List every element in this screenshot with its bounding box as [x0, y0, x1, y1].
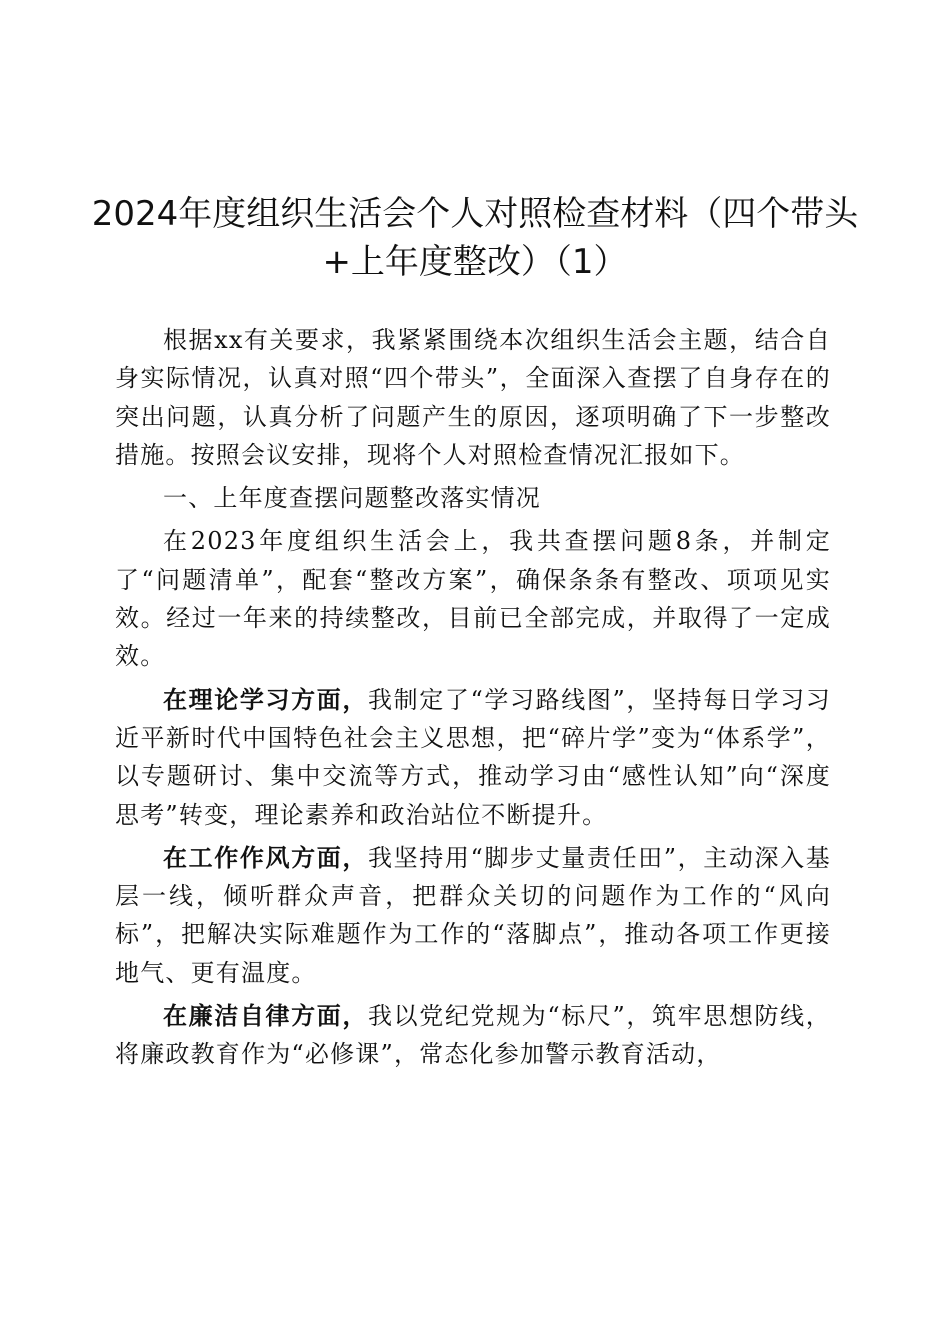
paragraph-lead: 在工作作风方面，: [163, 842, 368, 872]
theory-study-paragraph: [115, 681, 831, 834]
integrity-paragraph: [115, 997, 831, 1074]
work-style-paragraph: [115, 839, 831, 992]
paragraph-lead: 在理论学习方面，: [163, 684, 368, 714]
intro-paragraph: 根据xx有关要求，我紧紧围绕本次组织生活会主题，结合自身实际情况，认真对照“四个带头”，全面深入查摆了自身存在的突出问题，认真分析了问题产生的原因，逐项明确了下一步整改措施。按照会议安排，现将个人对照检查情况汇报如下。: [115, 326, 831, 469]
summary-paragraph: 在2023年度组织生活会上，我共查摆问题8条，并制定了“问题清单”，配套“整改方案”，确保条条有整改、项项见实效。经过一年来的持续整改，目前已全部完成，并取得了一定成效。: [115, 527, 831, 671]
paragraph-text: 我以党纪党规为“标尺”，筑牢思想防线，将廉政教育作为“必修课”，常态化参加警示教育活动，: [115, 1002, 831, 1069]
paragraph-text: 我坚持用“脚步丈量责任田”，主动深入基层一线，倾听群众声音，把群众关切的问题作为工作的“风向标”，把解决实际难题作为工作的“落脚点”，推动各项工作更接地气、更有温度。: [115, 843, 831, 987]
paragraph-text: 我制定了“学习路线图”，坚持每日学习习近平新时代中国特色社会主义思想，把“碎片学”变为“体系学”，以专题研讨、集中交流等方式，推动学习由“感性认知”向“深度思考”转变，理论素养和政治站位不断提升。: [115, 685, 831, 829]
section-heading: 一、上年度查摆问题整改落实情况: [163, 484, 541, 513]
paragraph-lead: 在廉洁自律方面，: [163, 1001, 368, 1031]
document-body: [115, 321, 831, 1074]
document-title: 2024年度组织生活会个人对照检查材料（四个带头+上年度整改）（1）: [91, 194, 859, 282]
